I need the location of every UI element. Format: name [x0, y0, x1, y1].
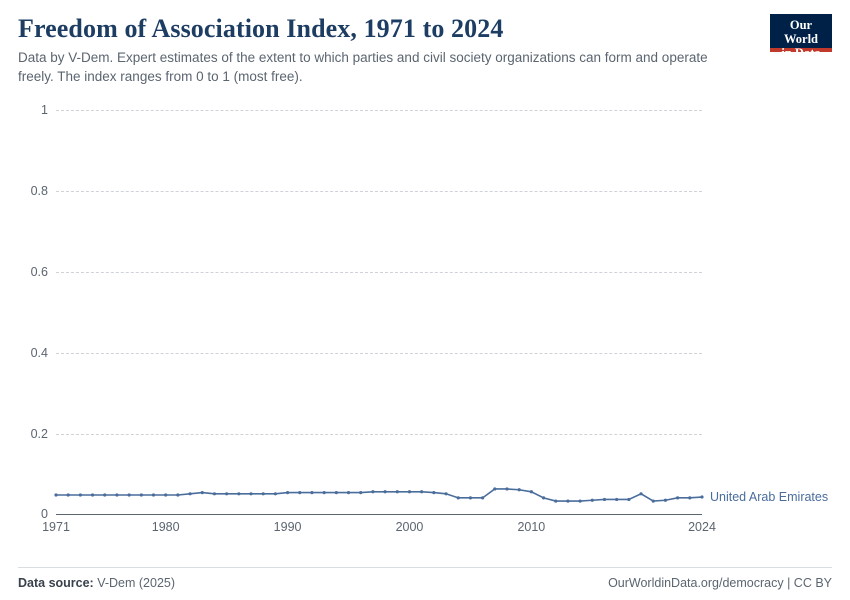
chart-subtitle: Data by V-Dem. Expert estimates of the extent to which parties and civil society organizations can form and operate freely. The index ranges from 0 to 1 (most free). — [18, 50, 708, 84]
series-point — [481, 497, 484, 500]
series-point — [615, 498, 618, 501]
series-point — [128, 494, 131, 497]
series-point — [286, 491, 289, 494]
chart-area — [18, 100, 832, 560]
plot-region[interactable] — [30, 103, 829, 522]
gridline — [56, 191, 702, 192]
series-point — [579, 500, 582, 503]
series-point — [469, 497, 472, 500]
series-point — [176, 494, 179, 497]
y-axis-tick-label: 1 — [41, 103, 48, 118]
x-axis-tick-label: 2010 — [517, 520, 546, 535]
gridline — [56, 434, 702, 435]
series-point — [249, 493, 252, 496]
gridline — [56, 353, 702, 354]
x-axis-tick-label: 2024 — [688, 520, 716, 535]
y-axis-tick-label: 0.8 — [30, 184, 48, 199]
series-point — [639, 493, 642, 496]
chart-header — [18, 14, 832, 86]
our-world-in-data-logo[interactable] — [770, 14, 832, 60]
chart-footer — [18, 567, 832, 590]
series-point — [566, 500, 569, 503]
series-point — [383, 491, 386, 494]
y-axis-tick-label: 0.4 — [30, 345, 48, 360]
x-axis-tick-label: 1980 — [151, 520, 180, 535]
x-axis-tick-label: 2000 — [395, 520, 424, 535]
y-axis-tick-label: 0.6 — [30, 264, 48, 279]
x-axis — [42, 514, 716, 535]
series-point — [298, 491, 301, 494]
series-point — [54, 494, 57, 497]
series-point — [542, 497, 545, 500]
logo-line-1: Our World — [783, 18, 819, 46]
series-point — [652, 500, 655, 503]
data-source — [18, 576, 175, 590]
series-point — [67, 494, 70, 497]
series-point — [457, 497, 460, 500]
series-point — [627, 498, 630, 501]
series-point — [518, 489, 521, 492]
series-label[interactable]: United Arab Emirates — [710, 490, 829, 505]
series-point — [201, 491, 204, 494]
y-axis-tick-label: 0 — [41, 507, 48, 522]
series-point — [213, 493, 216, 496]
series-point — [591, 499, 594, 502]
series-point — [335, 491, 338, 494]
series-point — [603, 498, 606, 501]
series-point — [688, 497, 691, 500]
series-point — [79, 494, 82, 497]
series-point — [164, 494, 167, 497]
series-point — [188, 493, 191, 496]
series-point — [664, 499, 667, 502]
x-axis-tick-label: 1990 — [273, 520, 302, 535]
series-point — [225, 493, 228, 496]
series-point — [493, 488, 496, 491]
series-point — [140, 494, 143, 497]
series-point — [262, 493, 265, 496]
series-point — [554, 500, 557, 503]
data-source-value: V-Dem (2025) — [97, 576, 176, 590]
x-axis-tick-label: 1971 — [42, 520, 70, 535]
gridline — [56, 272, 702, 273]
logo-line-2: in Data — [781, 46, 821, 60]
series-point — [347, 491, 350, 494]
y-axis-tick-label: 0.2 — [30, 426, 48, 441]
series-point — [444, 493, 447, 496]
series-point — [420, 491, 423, 494]
series-point — [310, 491, 313, 494]
series-point — [371, 491, 374, 494]
series-point — [152, 494, 155, 497]
series-point — [323, 491, 326, 494]
series-point — [359, 491, 362, 494]
series-point — [237, 493, 240, 496]
series-point — [505, 488, 508, 491]
series-point — [408, 491, 411, 494]
line-series-svg — [56, 110, 702, 514]
data-source-label: Data source: — [18, 576, 94, 590]
series-point — [91, 494, 94, 497]
series-point — [103, 494, 106, 497]
page-title: Freedom of Association Index, 1971 to 2024 — [18, 14, 504, 43]
gridline — [56, 110, 702, 111]
series-point — [432, 491, 435, 494]
series-point — [530, 491, 533, 494]
series-point — [274, 493, 277, 496]
series-point — [676, 497, 679, 500]
attribution[interactable]: OurWorldinData.org/democracy | CC BY — [608, 576, 832, 590]
series-point — [115, 494, 118, 497]
series-point — [396, 491, 399, 494]
series-point — [700, 496, 703, 499]
